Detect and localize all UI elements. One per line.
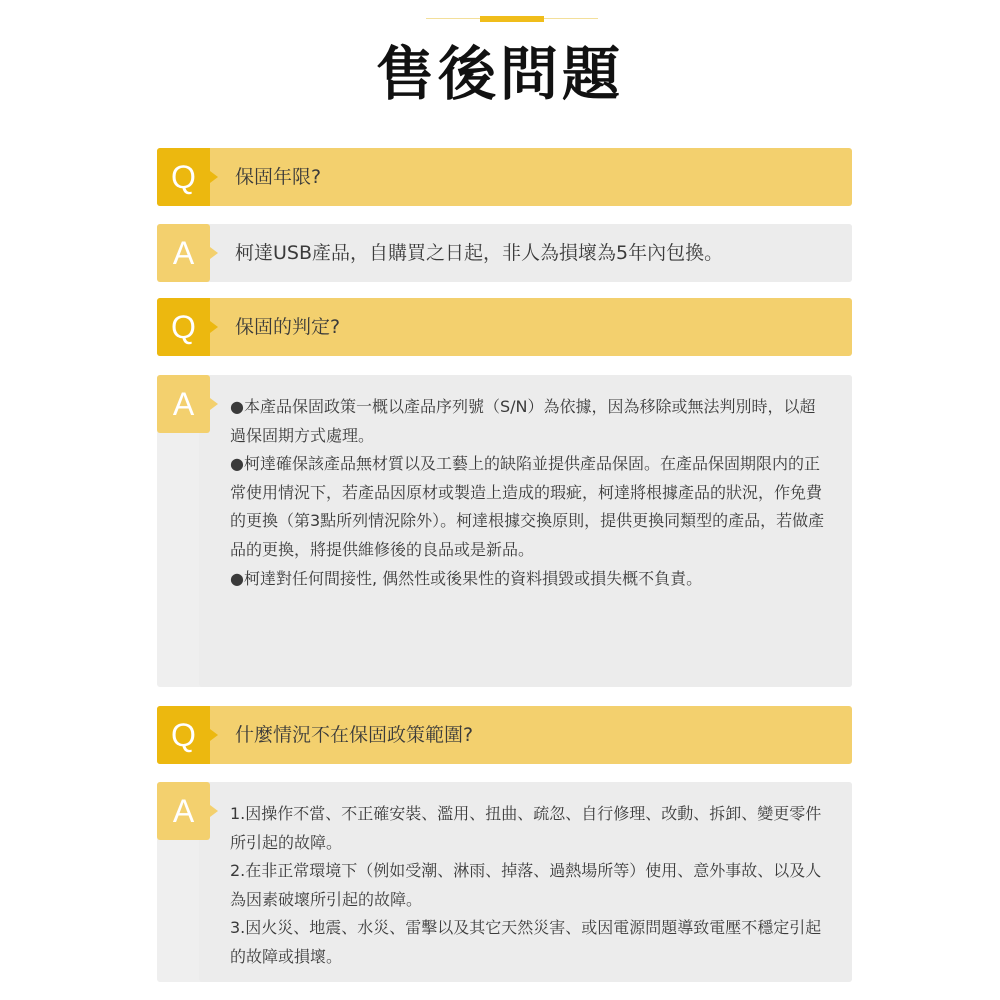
answer-badge: A (157, 375, 210, 433)
answer-text: 柯達USB產品，自購買之日起，非人為損壞為5年內包換。 (235, 242, 724, 264)
answer-paragraph: ●本產品保固政策一概以產品序列號（S/N）為依據，因為移除或無法判別時，以超過保固期方式處理。 (230, 397, 816, 445)
faq-answer-1 (157, 224, 852, 282)
answer-paragraph: ●柯達對任何間接性, 偶然性或後果性的資料損毀或損失概不負責。 (230, 568, 703, 588)
question-badge: Q (157, 148, 210, 206)
question-badge: Q (157, 298, 210, 356)
faq-answer-2 (157, 375, 852, 687)
answer-paragraph: 1.因操作不當、不正確安裝、濫用、扭曲、疏忽、自行修理、改動、拆卸、變更零件所引起的故障。 (230, 804, 822, 852)
answer-paragraphs (230, 393, 826, 593)
answer-paragraph: 2.在非正常環境下（例如受潮、淋雨、掉落、過熱場所等）使用、意外事故、以及人為因素破壞所引起的故障。 (230, 861, 822, 909)
page-title: 售後問題 (375, 40, 624, 108)
question-text: 保固的判定? (235, 316, 341, 338)
question-text: 什麼情況不在保固政策範圍? (235, 724, 474, 746)
answer-badge: A (157, 782, 210, 840)
faq-question-2 (157, 298, 852, 356)
question-text: 保固年限? (235, 166, 322, 188)
answer-paragraphs (230, 800, 826, 972)
answer-badge: A (157, 224, 210, 282)
answer-paragraph: 3.因火災、地震、水災、雷擊以及其它天然災害、或因電源問題導致電壓不穩定引起的故障或損壞。 (230, 918, 822, 966)
faq-question-1 (157, 148, 852, 206)
answer-paragraph: ●柯達確保該產品無材質以及工藝上的缺陷並提供產品保固。在產品保固期限内的正常使用情況下，若產品因原材或製造上造成的瑕疵，柯達將根據產品的狀況，作免費的更換（第3點所列情況除外）。柯達根據交換原則，提供更換同類型的產品，若做產品的更換，將提供維修後的良品或是新品。 (230, 454, 825, 559)
faq-answer-3 (157, 782, 852, 982)
faq-question-3 (157, 706, 852, 764)
title-decoration-bar (480, 16, 544, 22)
question-badge: Q (157, 706, 210, 764)
